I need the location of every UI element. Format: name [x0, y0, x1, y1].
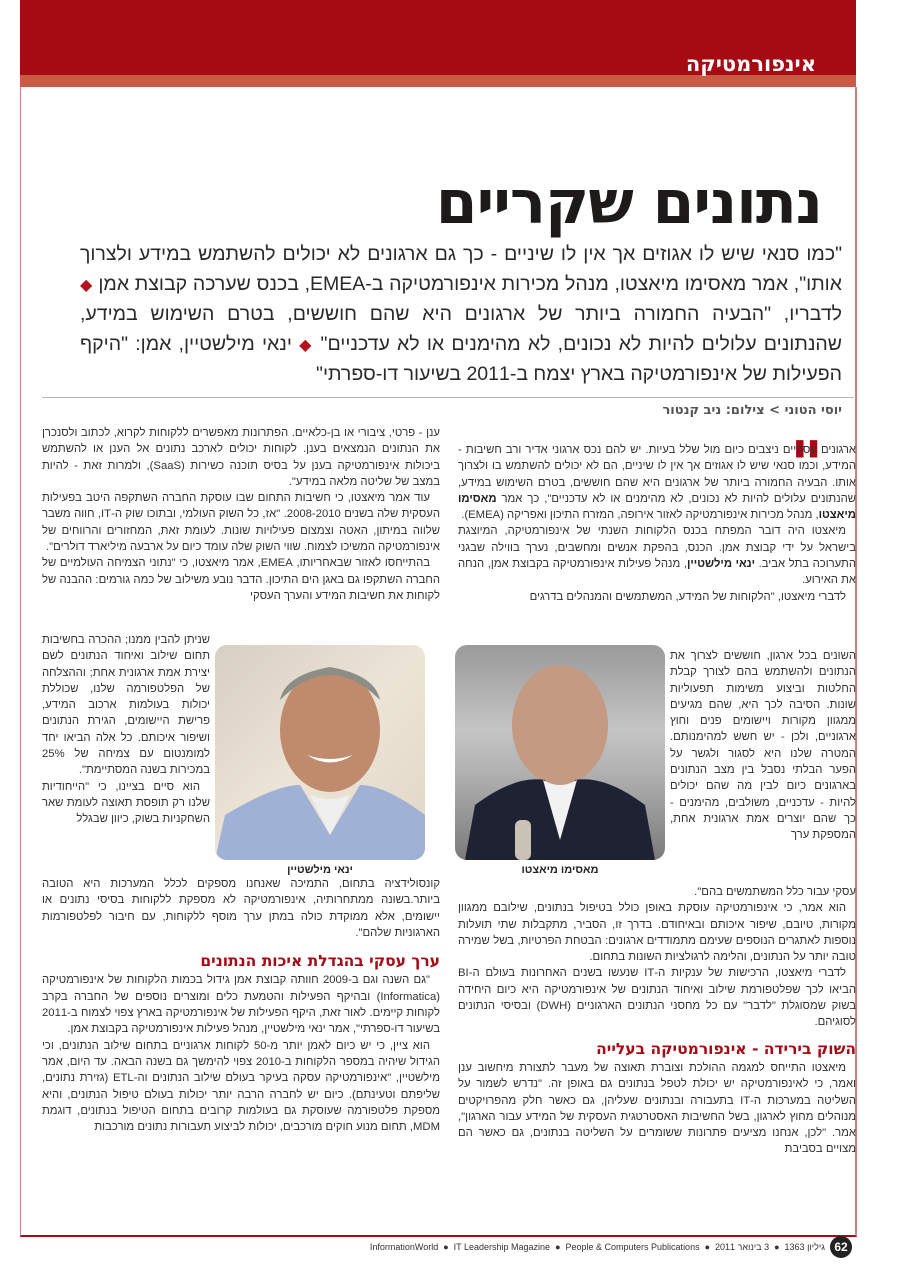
- right-column-wrap: השונים בכל ארגון, חוששים לצרוך את הנתונים ולהשתמש בהם לצורך קבלת החלטות וביצוע משימות תפעוליות שונות. הסיבה לכך היא, שהם מגיעים ממגוון מקורות ויישומים פנים וחוץ ארגוניים, ולכן - יש חשש למהימנותם. המטרה שלנו היא לסגור ולגשר על הפער הבלתי נסבל בין מצב הנתונים בארגונים כיום לבין מה שהם יכולים להיות - עדכניים, משולבים, מהימנים - כך שהם יוצרים אמת ארגונית אחת, המספקת ערך: [670, 650, 856, 842]
- left-column-bottom: [42, 876, 440, 1135]
- subheading: ערך עסקי בהגדלת איכות הנתונים: [200, 952, 440, 971]
- person-name: מאסימו מיאצטו: [458, 492, 856, 522]
- right-column-top: [458, 442, 856, 642]
- footer-pub-informationworld: InformationWorld: [369, 1242, 439, 1252]
- bullet-icon: ●: [704, 1242, 711, 1252]
- paragraph: [458, 442, 856, 523]
- footer-issue: גיליון 1363: [784, 1242, 825, 1252]
- byline-divider: [42, 397, 854, 398]
- para-text: , מנהל פעילות אינפורמטיקה בקבוצת אמן, הנחה את האירוע.: [458, 558, 856, 587]
- paragraph: שניתן להבין ממנו; ההכרה בחשיבות תחום שילוב ואיחוד הנתונים לשם יצירת אמת ארגונית אחת; וההצלחה של הפלטפורמה שלנו, שכוללת יכולות בעולמות ארכוב המידע, פרישת היישומים, הגירת הנתונים ושיפור איכותם. כל אלה הביאו יחד למומנטום עם צמיחה של 25% במכירות בשנה המסתיימת".: [42, 634, 210, 777]
- paragraph: [458, 523, 856, 588]
- footer-pub-it-leadership: IT Leadership Magazine: [453, 1242, 551, 1252]
- photo-yanai-milstein: [215, 645, 425, 860]
- left-column-top: [42, 425, 440, 604]
- footer-date: 3 בינואר 2011: [715, 1242, 770, 1252]
- portrait-illustration: [455, 645, 665, 860]
- paragraph: לדברי מיאצטו, "הלקוחות של המידע, המשתמשים והמנהלים בדרגים: [529, 590, 846, 603]
- quote-mark-icon: ": [790, 429, 824, 503]
- top-banner-accent: [20, 75, 856, 87]
- person-name: ינאי מילשטיין: [686, 558, 756, 571]
- paragraph: לדברי מיאצטו, הרכישות של ענקיות ה-IT שנעשו בשנים האחרונות בעולם ה-BI הביאו לכך שפלטפורמת שילוב ואיחוד הנתונים של אינפורמטיקה היא כיום היחידה בשוק שמסוגלת "לדבר" עם כל מחסני הנתונים הארגוניים (DWH) ובסיסי הנתונים לסוגיהם.: [458, 967, 856, 1029]
- lead-part-1: "כמו סנאי שיש לו אגוזים אך אין לו שיניים - כך גם ארגונים לא יכולים להשתמש במידע ולצרוך אותו", אמר מאסימו מיאצטו, מנהל מכירות אינפורמטיקה ב-EMEA, בכנס שערכה קבוצת אמן: [80, 243, 842, 295]
- paragraph: עוד אמר מיאצטו, כי חשיבות התחום שבו עוסקת החברה השתקפה היטב בפעילות העסקית שלה בשנים 2008-2010. "אז, כל השוק העולמי, ובתוכו שוק ה-IT, חווה משבר שלווה במיתון, האטה וצמצום פעילויות שונות. לעומת זאת, המחזורים והרווחים של אינפורמטיקה המשיכו לצמוח. שווי השוק שלה עומד כיום על ארבעה מיליארד דולרים".: [42, 492, 440, 554]
- lead-paragraph: [80, 240, 842, 390]
- diamond-separator-icon: ◆: [80, 276, 93, 294]
- section-label: אינפורמטיקה: [685, 52, 816, 76]
- bullet-icon: ●: [774, 1242, 780, 1252]
- paragraph: "גם השנה וגם ב-2009 חוותה קבוצת אמן גידול בכמות הלקוחות של אינפורמטיקה (Informatica) ובהיקף הפעילות והטמעת כלים ומוצרים נוספים של החברה בקרב לקוחות קיימים. לאור זאת, היקף הפעילות של אינפורמטיקה בארץ צפוי לצמוח ב-2011 בשיעור דו-ספרתי", אמר ינאי מילשטיין, מנהל פעילות אינפורמטיקה בקבוצת אמן.: [42, 974, 440, 1036]
- photo-caption-yanai: ינאי מילשטיין: [287, 864, 353, 876]
- right-column-bottom: [458, 884, 856, 1158]
- footer-pub-people-computers: People & Computers Publications: [565, 1242, 700, 1252]
- paragraph: הוא ציין, כי יש כיום לאמן יותר מ-50 לקוחות ארגוניים בתחום שילוב הנתונים, וכי הגידול שיהיה במספר הלקוחות ב-2010 צפוי להימשך גם בשנה הבאה. עד היום, אמר מילשטיין, "אינפורמטיקה עסקה בעיקר בעולם שילוב הנתונים וה-ETL (גזירת נתונים, שליפתם וטעינתם). כיום יש לחברה הרבה יותר יכולות בעולם טיפול הנתונים, והיא מספקת פלטפורמה שעוסקת גם בעולמות קרובים בתחום הטיפול בנתונים, דוגמת MDM, תחום מנוע חוקים מורכבים, יכולות לביצוע תעבורות נתונים מורכבות: [42, 1039, 440, 1134]
- lead-part-2: לדבריו, "הבעיה החמורה ביותר של ארגונים היא שהם חוששים, בטרם השימוש במידע, שהנתונים עלולים להיות לא נכונים, לא מהימנים או לא עדכניים": [80, 303, 843, 355]
- bullet-icon: ●: [555, 1242, 561, 1252]
- lead-part-3: ינאי מילשטיין, אמן: "היקף הפעילות של אינפורמטיקה בארץ יצמח ב-2011 בשיעור דו-ספרתי": [80, 332, 842, 385]
- subheading: השוק בירידה - אינפורמטיקה בעלייה: [596, 1039, 856, 1058]
- page-number: 62: [830, 1236, 852, 1258]
- paragraph: בהתייחסו לאזור שבאחריותו, EMEA, אמר מיאצטו, כי "נתוני הצמיחה העולמיים של החברה השתקפו גם באגן הים התיכון. הדבר נובע משילוב של כמה גורמים: ההבנה של לקוחות את חשיבות המידע והערך העסקי: [42, 557, 440, 602]
- diamond-separator-icon: ◆: [299, 336, 314, 354]
- portrait-illustration: [215, 645, 425, 860]
- photo-caption-massimo: מאסימו מיאצטו: [521, 864, 599, 876]
- paragraph: ענן - פרטי, ציבורי או בן-כלאיים. הפתרונות מאפשרים ללקוחות לקרוא, לכתוב ולסנכרן את הנתונים הנמצאים בענן. לקוחות יכולים לארכב נתונים אל הענן או להשתמש ביכולות אינפורמטיקה בענן על בסיס תוכנה כשירות (SaaS), ולמרות זאת - להיות במצב של שליטה מלאה במידע".: [42, 427, 440, 488]
- paragraph: עסקי עבור כלל המשתמשים בהם".: [694, 886, 856, 898]
- para-text: , מנהל מכירות אינפורמטיקה לאזור אירופה, המזרח התיכון ואפריקה (EMEA).: [461, 509, 819, 522]
- paragraph: הוא סיים בציינו, כי "הייחודיות שלנו רק תופסת תאוצה לעומת שאר השחקניות בשוק, כיוון שבגלל: [42, 780, 210, 826]
- photo-massimo-miazzo: [455, 645, 665, 860]
- byline: יוסי הטוני > צילום: ניב קנטור: [662, 403, 842, 418]
- paragraph: הוא אמר, כי אינפורמטיקה עוסקת באופן כולל בטיפול בנתונים, שילובם ממגוון מקורות, טיובם, שיפור איכותם ובאיחודם. בדרך זו, הסביר, מתקבלות שתי תועלות נוספות לאתגרים הנוספים שעימם מתמודדים ארגונים: הבטחת הפרטיות, בשל שמירה טובה יותר על הנתונים, והלימה לרגולציות השונות בתחום.: [458, 902, 856, 964]
- footer: [370, 1236, 852, 1258]
- left-column-wrap: [42, 632, 210, 828]
- paragraph: מיאצטו התייחס למגמה ההולכת וצוברת תאוצה של מעבר לתצורת מיחשוב ענן ואמר, כי לאינפורמטיקה יש יכולת לטפל בנתונים גם באופן זה. "נדרש לשמור על השליטה במערכות ה-IT בתעבורה ובנתונים שעליהן, גם כאשר חלק מהפרויקטים מנוהלים מחוץ לארגון, בשל החשיבות האסטרטגית העסקית של המידע עבור הארגון", אמר. "לכן, אנחנו מציעים פתרונות ששומרים על השליטה בנתונים, גם כאשר הם מצויים בסביבת: [458, 1061, 856, 1156]
- bullet-icon: ●: [443, 1242, 449, 1252]
- para-text: מיאצטו היה דובר המפתח בכנס הלקוחות השנתי של אינפורמטיקה, המיוצגת בישראל על ידי קבוצת אמן. הכנס, בהפקת אנשים ומחשבים, נערך בווילה שבגני התערוכה בתל אביב.: [458, 525, 856, 571]
- para-text: ארגונים עסקיים ניצבים כיום מול שלל בעיות. יש להם נכס ארגוני אדיר ורב חשיבות - המידע, וכמו סנאי שיש לו אגוזים אך אין לו שיניים, הם לא יכולים להשתמש בו ולצרוך אותו. הבעיה החמורה ביותר של ארגונים היא שהם חוששים, בטרם השימוש במידע, שהנתונים עלולים להיות לא נכונים, לא מהימנים או לא עדכניים", כך אמר: [458, 444, 857, 505]
- paragraph: קונסולידציה בתחום, התמיכה שאנחנו מספקים לכלל המערכות היא הטובה ביותר.בשונה ממתחרותיה, אינפורמטיקה לא מספקת ללקוחות בסיסי נתונים או יישומים, אלא ממוקדת כולה במתן ערך מוסף ללקוחות, עם חיבור לפלטפורמות הארגוניות שלהם".: [42, 878, 440, 939]
- headline: נתונים שקריים: [435, 168, 822, 238]
